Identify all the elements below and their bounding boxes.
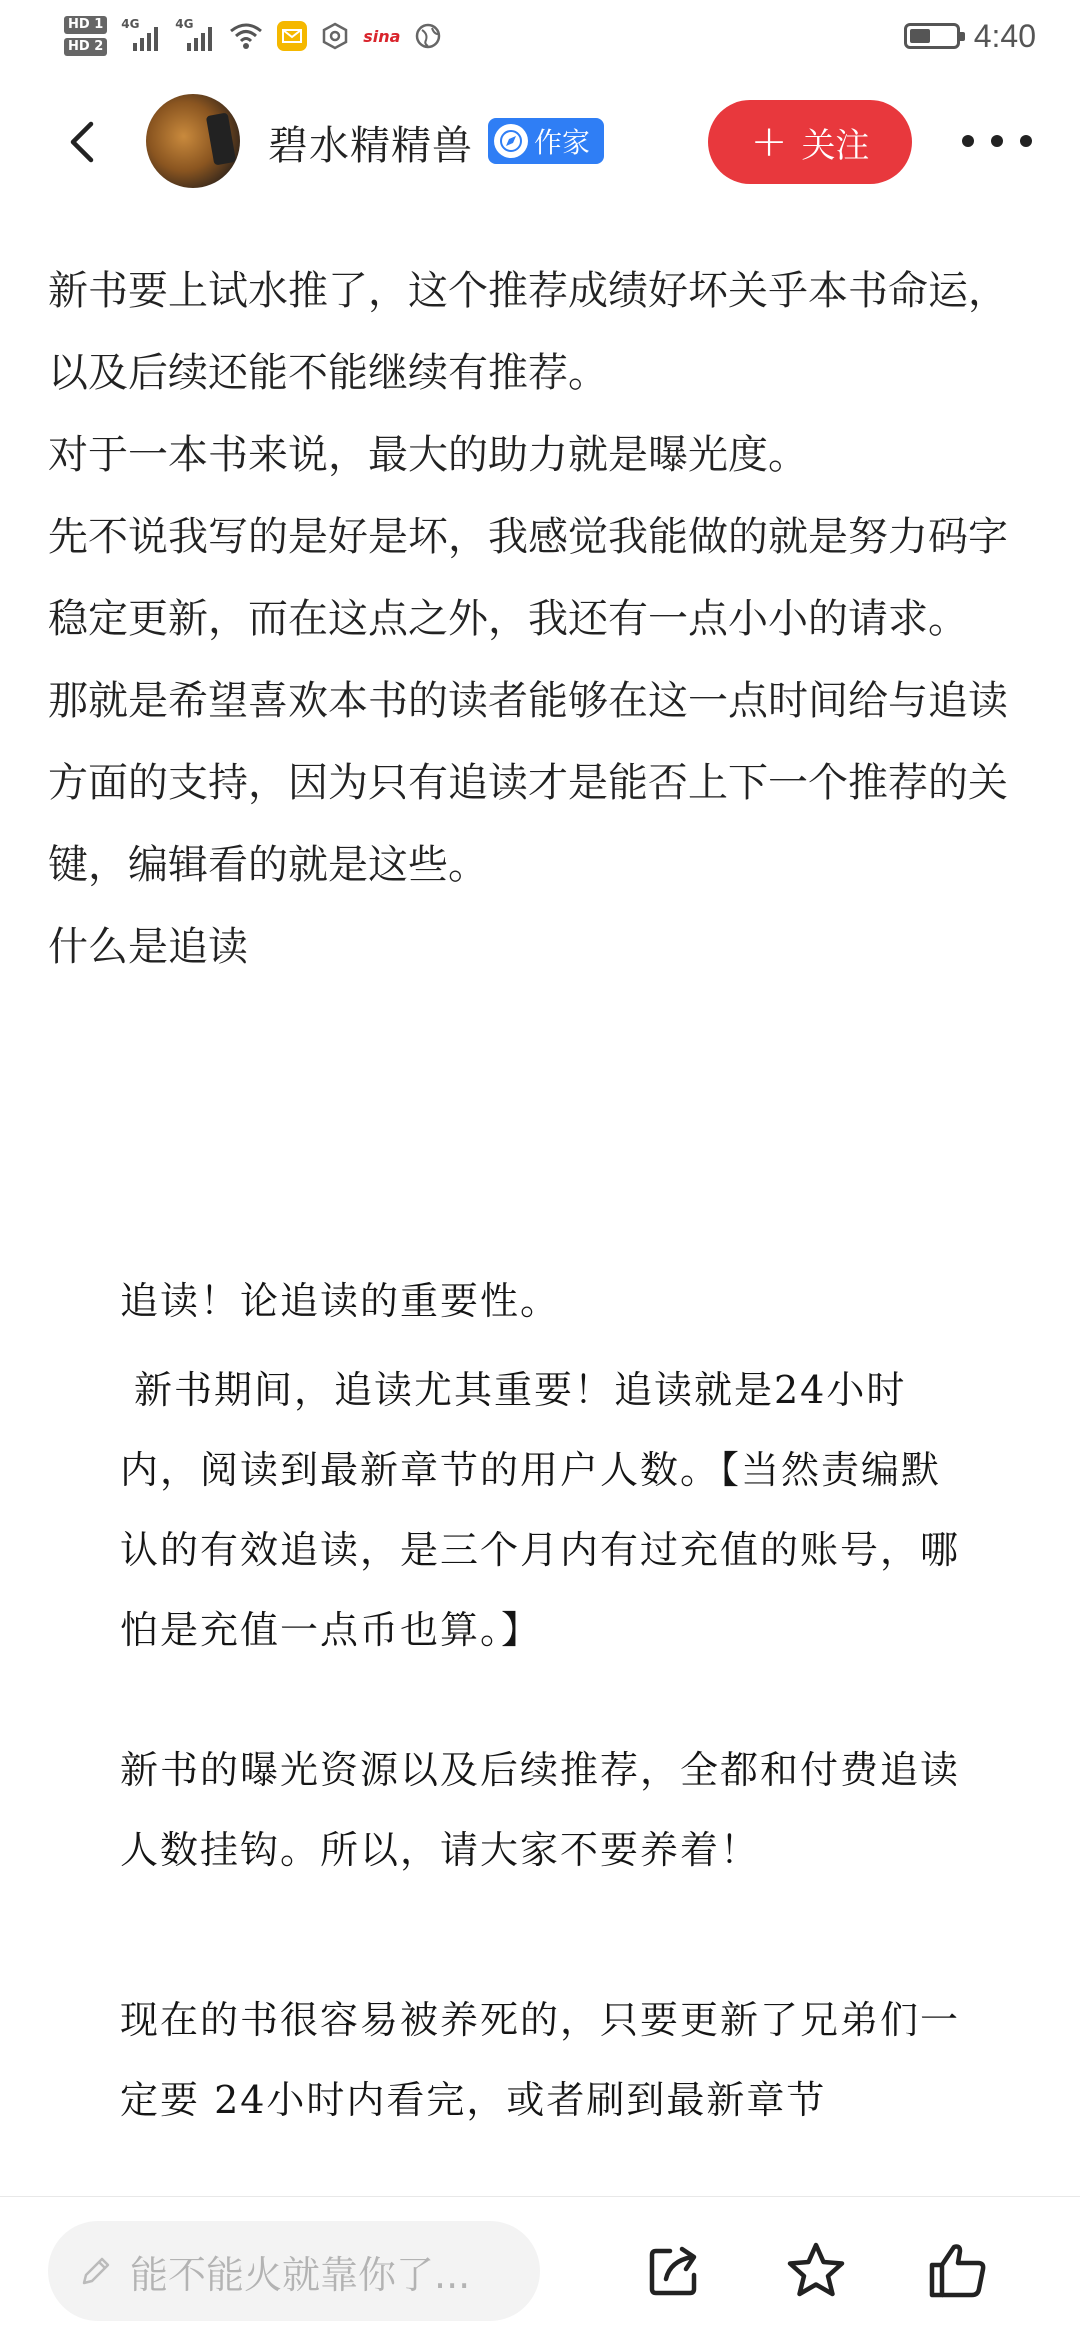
follow-button[interactable] — [708, 100, 912, 184]
hexagon-app-icon — [321, 22, 349, 50]
post-paragraph: 什么是追读 — [48, 924, 248, 970]
embedded-image-paragraph: 现在的书很容易被养死的，只要更新了兄弟们一定要 24小时内看完，或者刷到最新章节 — [120, 1998, 961, 2122]
comment-placeholder: 能不能火就靠你了... — [130, 2252, 471, 2297]
writer-badge — [488, 118, 604, 164]
more-dot-icon — [991, 135, 1003, 147]
hd-indicators — [64, 16, 107, 56]
author-name[interactable]: 碧水精精兽 — [268, 123, 473, 169]
globe-icon — [414, 22, 442, 50]
writer-badge-label: 作家 — [534, 126, 591, 159]
post-header — [0, 86, 1080, 198]
wifi-icon — [229, 21, 263, 51]
share-icon — [644, 2241, 704, 2301]
bottom-action-bar — [0, 2196, 1080, 2340]
back-button[interactable] — [60, 120, 104, 164]
more-dot-icon — [1020, 135, 1032, 147]
plus-icon: + — [750, 116, 788, 167]
thumbs-up-icon — [926, 2239, 990, 2303]
hd2-label: HD 2 — [64, 38, 107, 56]
post-paragraph: 对于一本书来说，最大的助力就是曝光度。 — [48, 432, 808, 478]
follow-label: 关注 — [801, 125, 870, 166]
author-avatar[interactable] — [146, 94, 240, 188]
signal-icon — [121, 19, 161, 53]
embedded-image-paragraph: 新书的曝光资源以及后续推荐，全都和付费追读人数挂钩。所以，请大家不要养着！ — [120, 1748, 961, 1872]
more-options-button[interactable] — [962, 124, 1032, 158]
comment-input[interactable] — [48, 2221, 540, 2321]
post-paragraph: 那就是希望喜欢本书的读者能够在这一点时间给与追读方面的支持，因为只有追读才是能否上下一个推荐的关键，编辑看的就是这些。 — [48, 678, 1008, 888]
post-body — [48, 250, 1038, 988]
favorite-button[interactable] — [782, 2237, 850, 2305]
star-icon — [784, 2239, 848, 2303]
network-type-2: 4G — [175, 17, 194, 31]
network-type-1: 4G — [121, 17, 140, 31]
battery-icon — [904, 23, 960, 49]
battery-level — [910, 29, 930, 43]
like-button[interactable] — [924, 2237, 992, 2305]
compass-icon — [494, 124, 528, 158]
post-paragraph: 先不说我写的是好是坏，我感觉我能做的就是努力码字稳定更新，而在这点之外，我还有一点小小的请求。 — [48, 514, 1008, 642]
mail-notification-icon — [277, 21, 307, 51]
pencil-icon — [78, 2253, 114, 2289]
clock: 4:40 — [973, 17, 1036, 54]
share-button[interactable] — [640, 2237, 708, 2305]
post-paragraph: 新书要上试水推了，这个推荐成绩好坏关乎本书命运，以及后续还能不能继续有推荐。 — [48, 268, 1008, 396]
embedded-image-paragraph: 新书期间，追读尤其重要！追读就是24小时内，阅读到最新章节的用户人数。【当然责编默认的有效追读，是三个月内有过充值的账号，哪怕是充值一点币也算。】 — [120, 1368, 961, 1652]
chevron-left-icon — [67, 120, 97, 164]
status-bar — [0, 0, 1080, 72]
hd1-label: HD 1 — [64, 16, 107, 34]
more-dot-icon — [962, 135, 974, 147]
signal-icon-2 — [175, 19, 215, 53]
embedded-image-title: 追读！论追读的重要性。 — [120, 1279, 561, 1323]
embedded-image[interactable] — [96, 1230, 976, 2200]
sina-weibo-icon: sina — [363, 26, 401, 46]
